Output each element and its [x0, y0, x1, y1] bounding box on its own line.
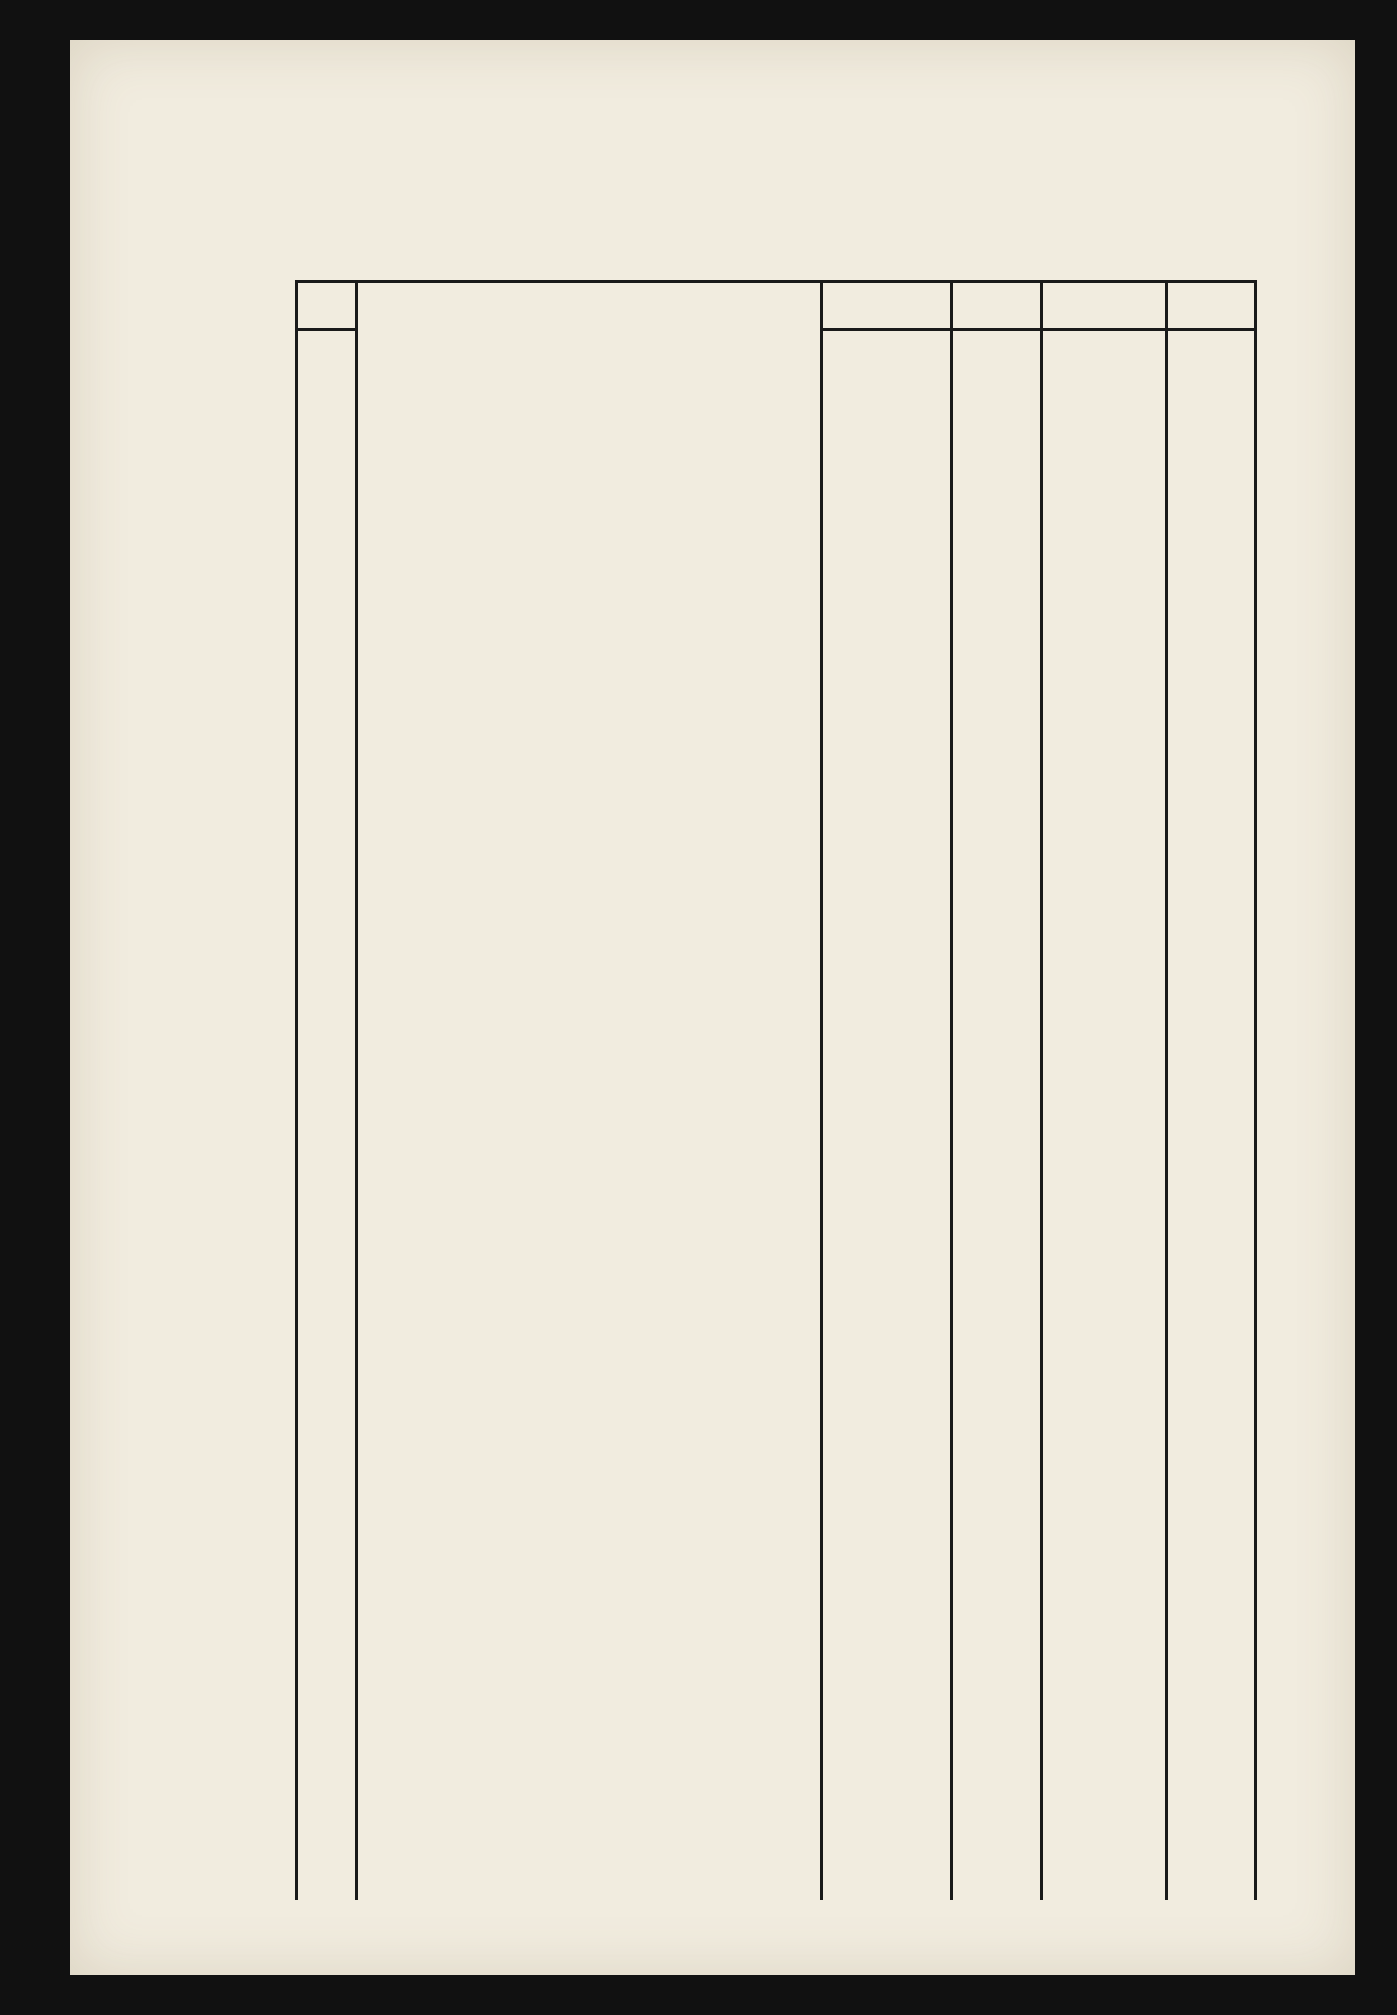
column-divider [950, 280, 953, 1900]
column-divider [820, 280, 823, 1900]
table-border-right [1254, 280, 1257, 1900]
header-rule [823, 328, 1257, 331]
column-divider [1040, 280, 1043, 1900]
expense-table [295, 280, 1257, 1900]
column-divider [1165, 280, 1168, 1900]
header-rule [295, 328, 355, 331]
document-page [70, 40, 1355, 1975]
table-border-left [295, 280, 298, 1900]
column-divider [355, 280, 358, 1900]
table-top-rule [295, 280, 1257, 283]
